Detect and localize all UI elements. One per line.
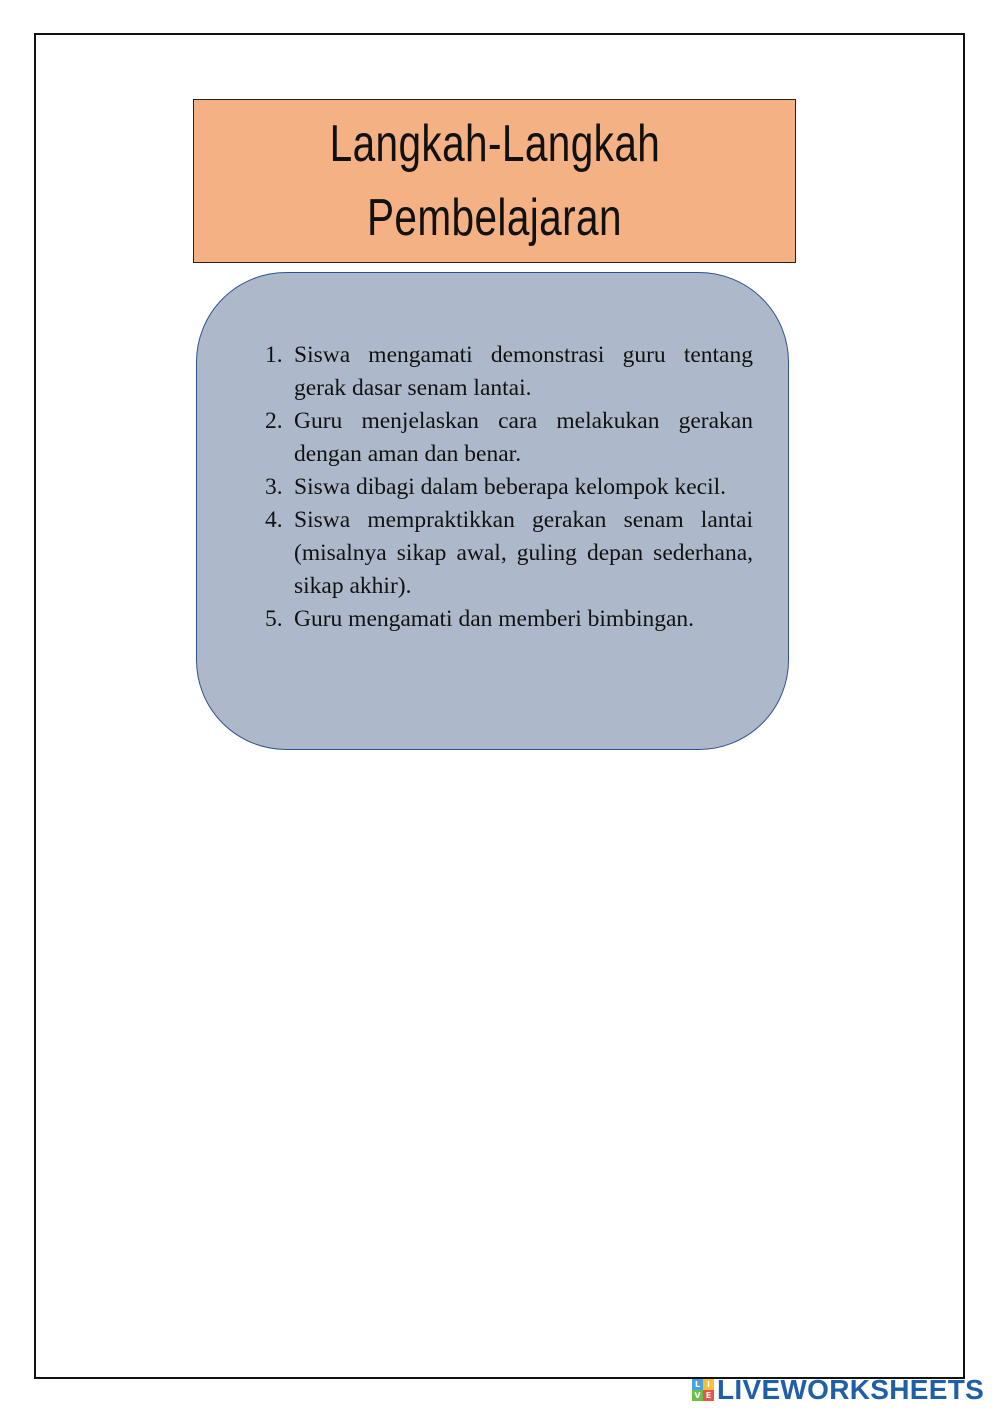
step-number: 2.: [265, 408, 283, 434]
title-banner: [193, 99, 796, 263]
logo-letter-l: L: [692, 1379, 703, 1390]
step-item: [257, 339, 753, 405]
step-text: Siswa mengamati demonstrasi guru tentang gerak dasar senam lantai.: [294, 342, 753, 401]
logo-letter-i: I: [703, 1379, 714, 1390]
step-item: [257, 603, 753, 636]
steps-panel: [196, 272, 789, 750]
step-item: [257, 405, 753, 471]
logo-letter-v: V: [692, 1390, 703, 1401]
step-text: Siswa mempraktikkan gerakan senam lantai (misalnya sikap awal, guling depan sederhana, sikap akhir).: [294, 507, 753, 599]
title-line-1: Langkah-Langkah: [329, 115, 660, 173]
step-text: Guru menjelaskan cara melakukan gerakan dengan aman dan benar.: [294, 408, 753, 467]
liveworksheets-logo-text: LIVEWORKSHEETS: [717, 1374, 985, 1405]
step-text: Guru mengamati dan memberi bimbingan.: [294, 606, 695, 632]
step-text: Siswa dibagi dalam beberapa kelompok kecil.: [294, 474, 727, 500]
step-item: [257, 504, 753, 603]
logo-letter-e: E: [703, 1390, 714, 1401]
title-line-2: Pembelajaran: [367, 189, 622, 247]
step-item: [257, 471, 753, 504]
steps-list: [257, 339, 753, 636]
step-number: 4.: [265, 507, 283, 533]
step-number: 3.: [265, 474, 283, 500]
liveworksheets-logo-icon: [692, 1379, 714, 1401]
step-number: 5.: [265, 606, 283, 632]
liveworksheets-logo[interactable]: [692, 1374, 985, 1405]
step-number: 1.: [265, 342, 283, 368]
